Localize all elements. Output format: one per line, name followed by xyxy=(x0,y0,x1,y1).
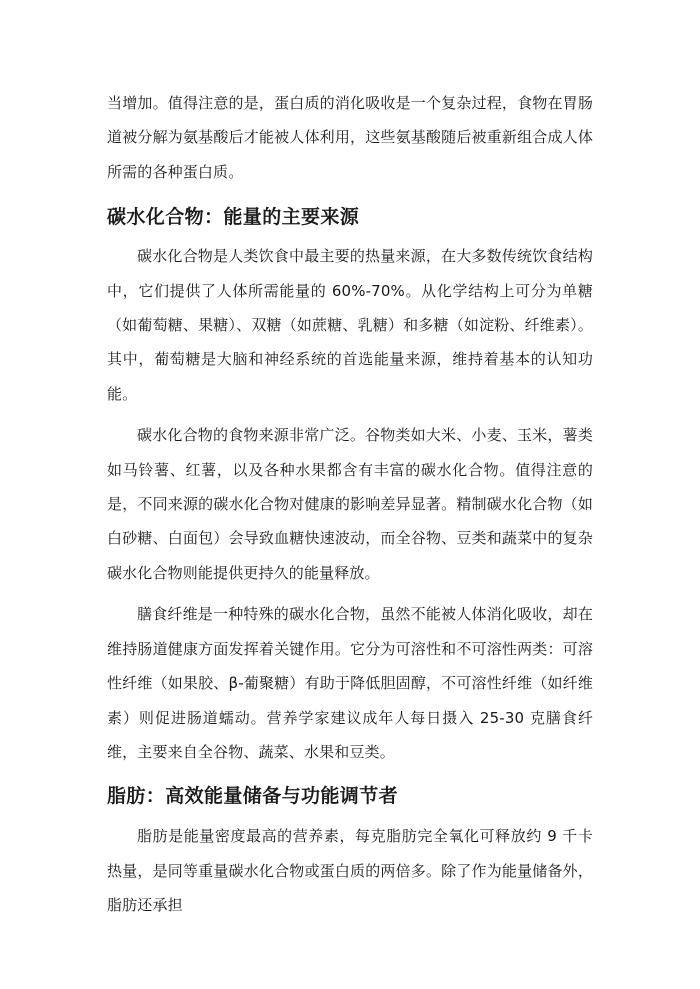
paragraph-fat-intro: 脂肪是能量密度最高的营养素，每克脂肪完全氧化可释放约 9 千卡热量，是同等重量碳水化合物或蛋白质的两倍多。除了作为能量储备外，脂肪还承担 xyxy=(107,827,593,915)
paragraph-carbohydrates-intro: 碳水化合物是人类饮食中最主要的热量来源，在大多数传统饮食结构中，它们提供了人体所需能量的 60%-70%。从化学结构上可分为单糖（如葡萄糖、果糖）、双糖（如蔗糖、乳糖）和多糖（如淀粉、纤维素）。其中，葡萄糖是大脑和神经系统的首选能量来源，维持着基本的认知功能。 xyxy=(107,247,593,403)
section-heading-carbohydrates: 碳水化合物：能量的主要来源 xyxy=(107,206,360,229)
document-page xyxy=(107,86,593,923)
paragraph-carbohydrates-sources: 碳水化合物的食物来源非常广泛。谷物类如大米、小麦、玉米，薯类如马铃薯、红薯，以及各种水果都含有丰富的碳水化合物。值得注意的是，不同来源的碳水化合物对健康的影响差异显著。精制碳水化合物（如白砂糖、白面包）会导致血糖快速波动，而全谷物、豆类和蔬菜中的复杂碳水化合物则能提供更持久的能量释放。 xyxy=(107,426,593,582)
section-heading-fat: 脂肪：高效能量储备与功能调节者 xyxy=(107,785,399,808)
paragraph-dietary-fiber: 膳食纤维是一种特殊的碳水化合物，虽然不能被人体消化吸收，却在维持肠道健康方面发挥着关键作用。它分为可溶性和不可溶性两类：可溶性纤维（如果胶、β-葡聚糖）有助于降低胆固醇，不可溶性纤维（如纤维素）则促进肠道蠕动。营养学家建议成年人每日摄入 25-30 克膳食纤维，主要来自全谷物、蔬菜、水果和豆类。 xyxy=(107,605,593,761)
paragraph-protein-continued: 当增加。值得注意的是，蛋白质的消化吸收是一个复杂过程，食物在胃肠道被分解为氨基酸后才能被人体利用，这些氨基酸随后被重新组合成人体所需的各种蛋白质。 xyxy=(107,94,593,181)
